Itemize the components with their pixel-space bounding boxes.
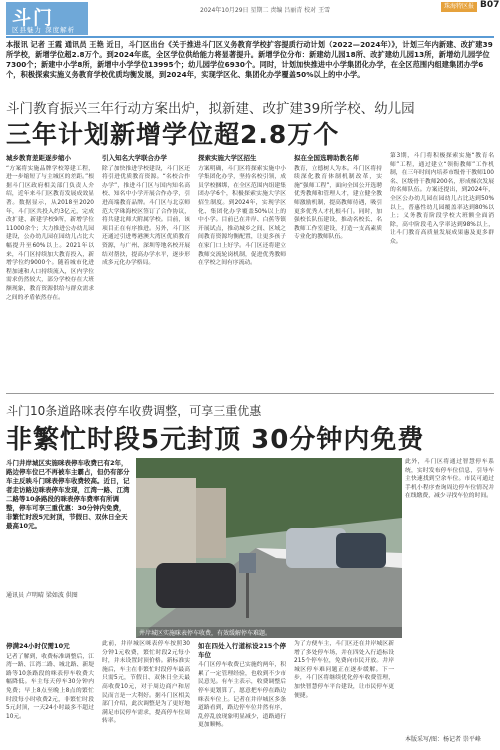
story2-col3-heading: 如在四处入行道标设215个停车位 [198,642,286,659]
story1-col5-text: 第3期，斗门将积极探索实施“教育名师”工程，通过建立“领衔教师”工作机制，在三年时间内培养市级骨干教师100名、区级骨干教师200名，形成梯次发展的名师队伍。方案还提出，到2024年，全区公办幼儿园在园幼儿占比达到50%以上，普惠性幼儿园覆盖率达到80%以上；义务教育阶段学校大班额全面消除，高中阶段毛入学率达到98%以上，让斗门教育高质量发展成果惠及更多群众。 [390,153,494,245]
date-line: 2024年10月29日 星期二 责编 吕丽青 校对 王雪 [200,7,331,14]
story1-col1-text: “方案将实施品牌学校筹建工程，进一步缩短了与主城区的差距。”根据斗门区政府相关部门负责人介绍，近年来斗门区教育发展成效显著。数据显示，从2018至2020年，斗门区共投入约3亿元，完成改扩建、新建学校9所，新增学位11000余个；大力推进公办幼儿园建设，公办幼儿园在园幼儿占比大幅提升至60%以上。2021年以来，斗门区持续加大教育投入，新增学位约9000个。随着城市化进程加速和人口持续流入，区内学位需求仍然较大，部分学校存在大班额现象，教育资源供给与群众需求之间的矛盾依然存在。 [6,165,94,301]
masthead-rule [6,36,494,38]
story1-col4-text: 教育，立德树人为本。斗门区将持续深化教育体制机制改革，实施“强师工程”，面向全国公开选聘优秀教师和管理人才，建立健全教师激励机制，提高教师待遇，吸引更多优秀人才扎根斗门。同时，加强校长队伍建设，推动名校长、名教师工作室建设，打造一支高素质专业化的教师队伍。 [294,165,382,241]
photo-credits: 通讯员 卢明晴 梁如波 供图 [6,592,78,599]
story2-col1-text: 记者了解到，收费标准调整后，江湾一路、江湾二路、城北路、新堤路等10条路段的咪表停车收费大幅降低。车主每天停车30分钟内免费；早上8点至晚上8点的繁忙时段每小时收费2元，非繁忙时段5元封顶，一天24小时最多不超过10元。 [6,653,94,720]
story2-col5-text: 此外，斗门区将通过智慧停车系统，实时发布停车位信息，引导车主快速找到空余车位。市民可通过手机小程序查询周边停车位情况并在线缴费，减少寻找车位的时间。 [405,459,494,500]
story1-column-2 [102,152,190,388]
masthead [0,0,500,38]
story1-column-4 [294,152,382,388]
section-logo [6,2,88,35]
story2-col4-text: 为了方便车主，斗门区还在井岸城区新增了多处停车场，并在四处入行道标设215个停车位，免费向市民开放。井岸城区停车难问题正在逐步缓解。下一步，斗门区将继续优化停车收费管理，加快智慧停车平台建设，让市民停车更便捷。 [294,641,394,699]
story2-col1-heading: 停满24小时仅需10元 [6,642,70,650]
story1-column-1 [6,152,94,388]
story2-column-5 [405,458,494,730]
story-divider [6,393,494,394]
story2-intro: 斗门井岸城区实施咪表停车收费已有2年，路边停车位已不再被车主霸占，但仍有部分车主反映斗门咪表停车收费较高。近日，记者走访路边咪表停车发现，江湾一路、江湾二路等10条路段的咪表停车费率有所调整，停车可享三重优惠：30分钟内免费，非繁忙时段5元封顶，节假日、双休日全天最高10元。 [6,459,130,530]
story1-col2-heading: 引入知名大学联合办学 [102,154,167,162]
section-tagline: 区县魅力 深度解析 [12,26,76,34]
story1-column-5 [390,152,494,388]
editor-byline: 本版采写/图：杨记者 崇平峰 [405,736,481,743]
story1-subheadline: 斗门教育振兴三年行动方案出炉，拟新建、改扩建39所学校、幼儿园 [6,101,415,117]
page-number: B07 [480,0,500,10]
story1-column-3 [198,152,286,388]
photo-caption: 井岸城区实施咪表停车收费，有效缓解停车难题。 [136,627,402,638]
story1-col3-text: 方案明确，斗门区将探索实施中小学集团化办学，坚持名校引领，成员学校捆绑，在全区范围内组建集团办学6个，积极探索实施大学区招生制度。到2024年，实现学区化、集团化办学覆盖50%以上的中小学。目前已在井岸、白蕉等镇开展试点，推动城乡之间、区域之间教育资源均衡配置，让更多孩子在家门口上好学。斗门区还将建立教师交流轮岗机制，促进优秀教师在学校之间有序流动。 [198,165,286,267]
story2-column-1 [6,640,94,745]
story1-col4-heading: 拟在全国选聘助教名师 [294,154,359,162]
story2-column-3 [198,640,286,745]
story2-col3-text: 斗门区停车收费已实施约两年，积累了一定管理经验，也收到不少市民意见。有车主表示，收费调整后停车更划算了，愿意把车停在路边咪表车位上。记者在井岸城区多条道路看到，路边停车位井然有序，乱停乱放现象明显减少，道路通行更加顺畅。 [198,662,286,729]
story1-lead: 本报讯 记者 王霞 通讯员 王艳 近日，斗门区出台《关于推进斗门区义务教育学校扩容提质行动计划（2022—2024年）》，计划三年内新建、改扩建39所学校，新增学位超2.8万个。到2024年底，全区学位供给能力将显著提升。新增学位分布：新建幼儿园18所、改扩建幼儿园13所，新增幼儿园学位7300个；新建中小学8所，新增中小学学位13995个；幼儿园学位6930个。同时，计划加快推进中小学集团化办学，在全区范围内组建集团办学6个，积极探索实施义务教育学校优质均衡发展，到2024年，实现学区化、集团化办学覆盖50%以上的中小学。 [6,40,493,79]
story2-col2-text: 此前，井岸城区咪表停车按照30分钟1元收费，繁忙时段2元每小时，并未设置封顶价格。新标准实施后，车主在非繁忙时段停车最高只需5元，节假日、双休日全天最高收费10元，对于周边商户和居民而言是一大利好。据斗门区相关部门介绍，此次调整是为了更好地满足市民停车需求，提高停车位周转率。 [102,641,190,725]
story1-col3-heading: 探索实施大学区招生 [198,154,257,162]
story1-col2-text: 除了加快推进学校建设，斗门区还将引进优质教育资源。“名校合作办学”，推进斗门区与国内知名高校、知名中小学开展合作办学，引进高端教育品牌。斗门区与北京师范大学珠海校区签订了合作协议，将共建北师大附属学校。目前，该项目正在有序推进。另外，斗门区还通过引进粤港澳大湾区优质教育资源，与广州、深圳等地名校开展结对帮扶，提高办学水平，逐步形成多元化办学格局。 [102,165,190,267]
street-parking-photo [136,458,402,638]
story1-headline: 三年计划新增学位超2.8万个 [6,120,340,149]
story2-column-2 [102,640,190,745]
story2-column-4 [294,640,394,745]
story2-subheadline: 斗门10条道路咪表停车收费调整，可享三重优惠 [6,404,262,418]
street-scene-image [136,458,402,638]
section-title: 斗门 [12,7,55,29]
newspaper-badge: 珠海特区报 [441,2,477,12]
story2-headline: 非繁忙时段5元封顶 30分钟内免费 [6,425,425,455]
story1-col1-heading: 城乡教育差距逐步缩小 [6,154,71,162]
